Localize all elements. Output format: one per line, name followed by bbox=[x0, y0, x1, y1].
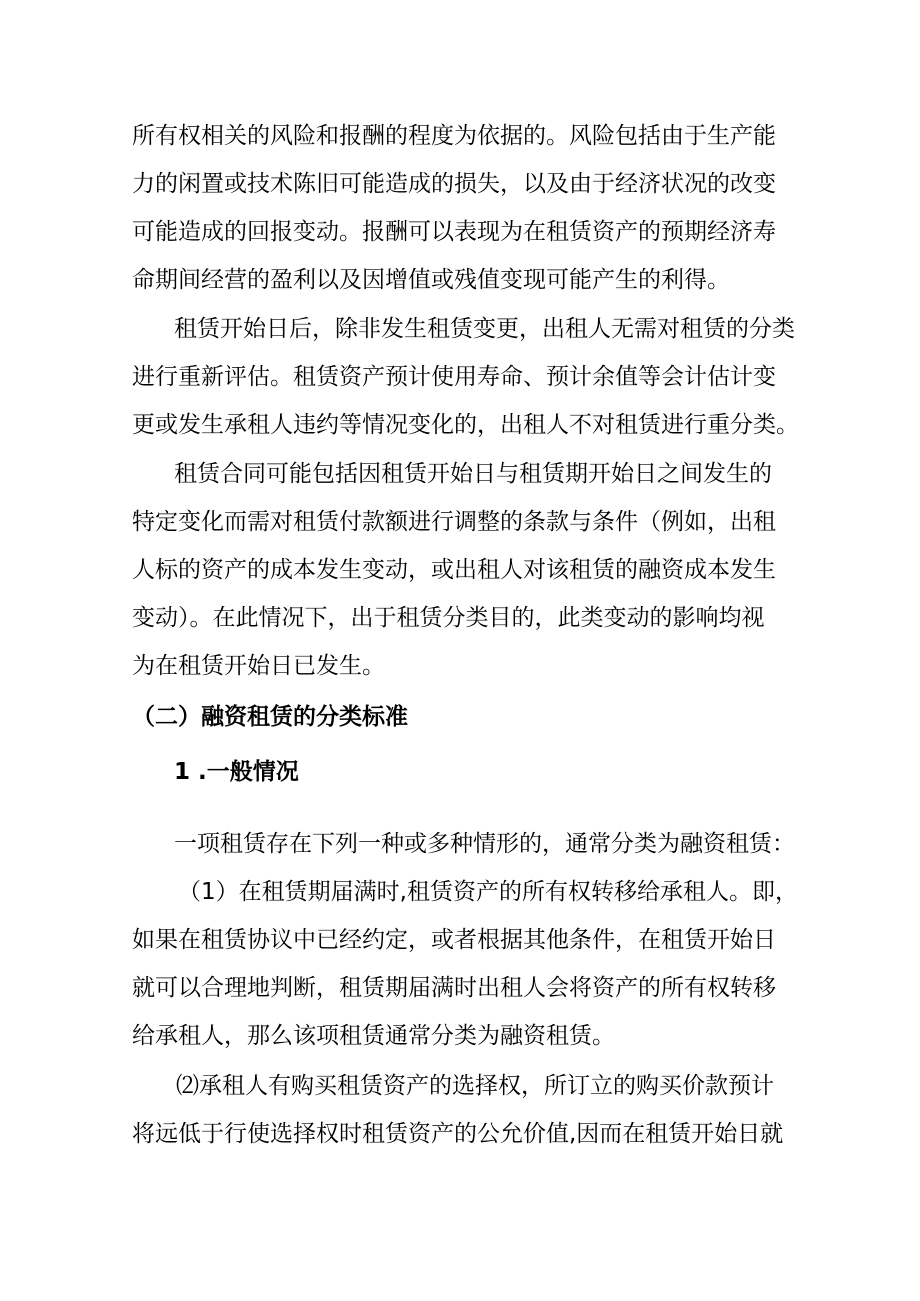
subsection-heading: 1 .一般情况 bbox=[174, 759, 299, 785]
paragraph-line: 变动）。在此情况下，出于租赁分类目的，此类变动的影响均视 bbox=[132, 605, 765, 631]
section-heading: （二）融资租赁的分类标准 bbox=[132, 704, 408, 730]
paragraph-line: 一项租赁存在下列一种或多种情形的，通常分类为融资租赁： bbox=[174, 831, 795, 857]
paragraph-line: 租赁开始日后，除非发生租赁变更，出租人无需对租赁的分类 bbox=[174, 316, 795, 342]
paragraph-line: 特定变化而需对租赁付款额进行调整的条款与条件（例如，出租 bbox=[132, 509, 776, 535]
paragraph-line: 为在租赁开始日已发生。 bbox=[132, 653, 385, 679]
paragraph-line: 将远低于行使选择权时租赁资产的公允价值,因而在租赁开始日就 bbox=[132, 1121, 784, 1147]
paragraph-line: 命期间经营的盈利以及因增值或残值变现可能产生的利得。 bbox=[132, 267, 730, 293]
paragraph-line: 进行重新评估。租赁资产预计使用寿命、预计余值等会计估计变 bbox=[132, 364, 776, 390]
paragraph-line: 可能造成的回报变动。报酬可以表现为在租赁资产的预期经济寿 bbox=[132, 219, 776, 245]
paragraph-line: 更或发生承租人违约等情况变化的，出租人不对租赁进行重分类。 bbox=[132, 412, 799, 438]
paragraph-line: 给承租人，那么该项租赁通常分类为融资租赁。 bbox=[132, 1023, 615, 1049]
paragraph-line: 就可以合理地判断，租赁期届满时出租人会将资产的所有权转移 bbox=[132, 975, 776, 1001]
paragraph-line: 租赁合同可能包括因租赁开始日与租赁期开始日之间发生的 bbox=[174, 461, 772, 487]
paragraph-line: ⑵承租人有购买租赁资产的选择权，所订立的购买价款预计 bbox=[176, 1073, 774, 1099]
paragraph-line: （1）在租赁期届满时,租赁资产的所有权转移给承租人。即， bbox=[178, 879, 798, 905]
paragraph-line: 如果在租赁协议中已经约定，或者根据其他条件，在租赁开始日 bbox=[132, 927, 776, 953]
paragraph-line: 力的闲置或技术陈旧可能造成的损失，以及由于经济状况的改变 bbox=[132, 171, 776, 197]
paragraph-line: 人标的资产的成本发生变动，或出租人对该租赁的融资成本发生 bbox=[132, 557, 776, 583]
paragraph-line: 所有权相关的风险和报酬的程度为依据的。风险包括由于生产能 bbox=[132, 123, 776, 149]
